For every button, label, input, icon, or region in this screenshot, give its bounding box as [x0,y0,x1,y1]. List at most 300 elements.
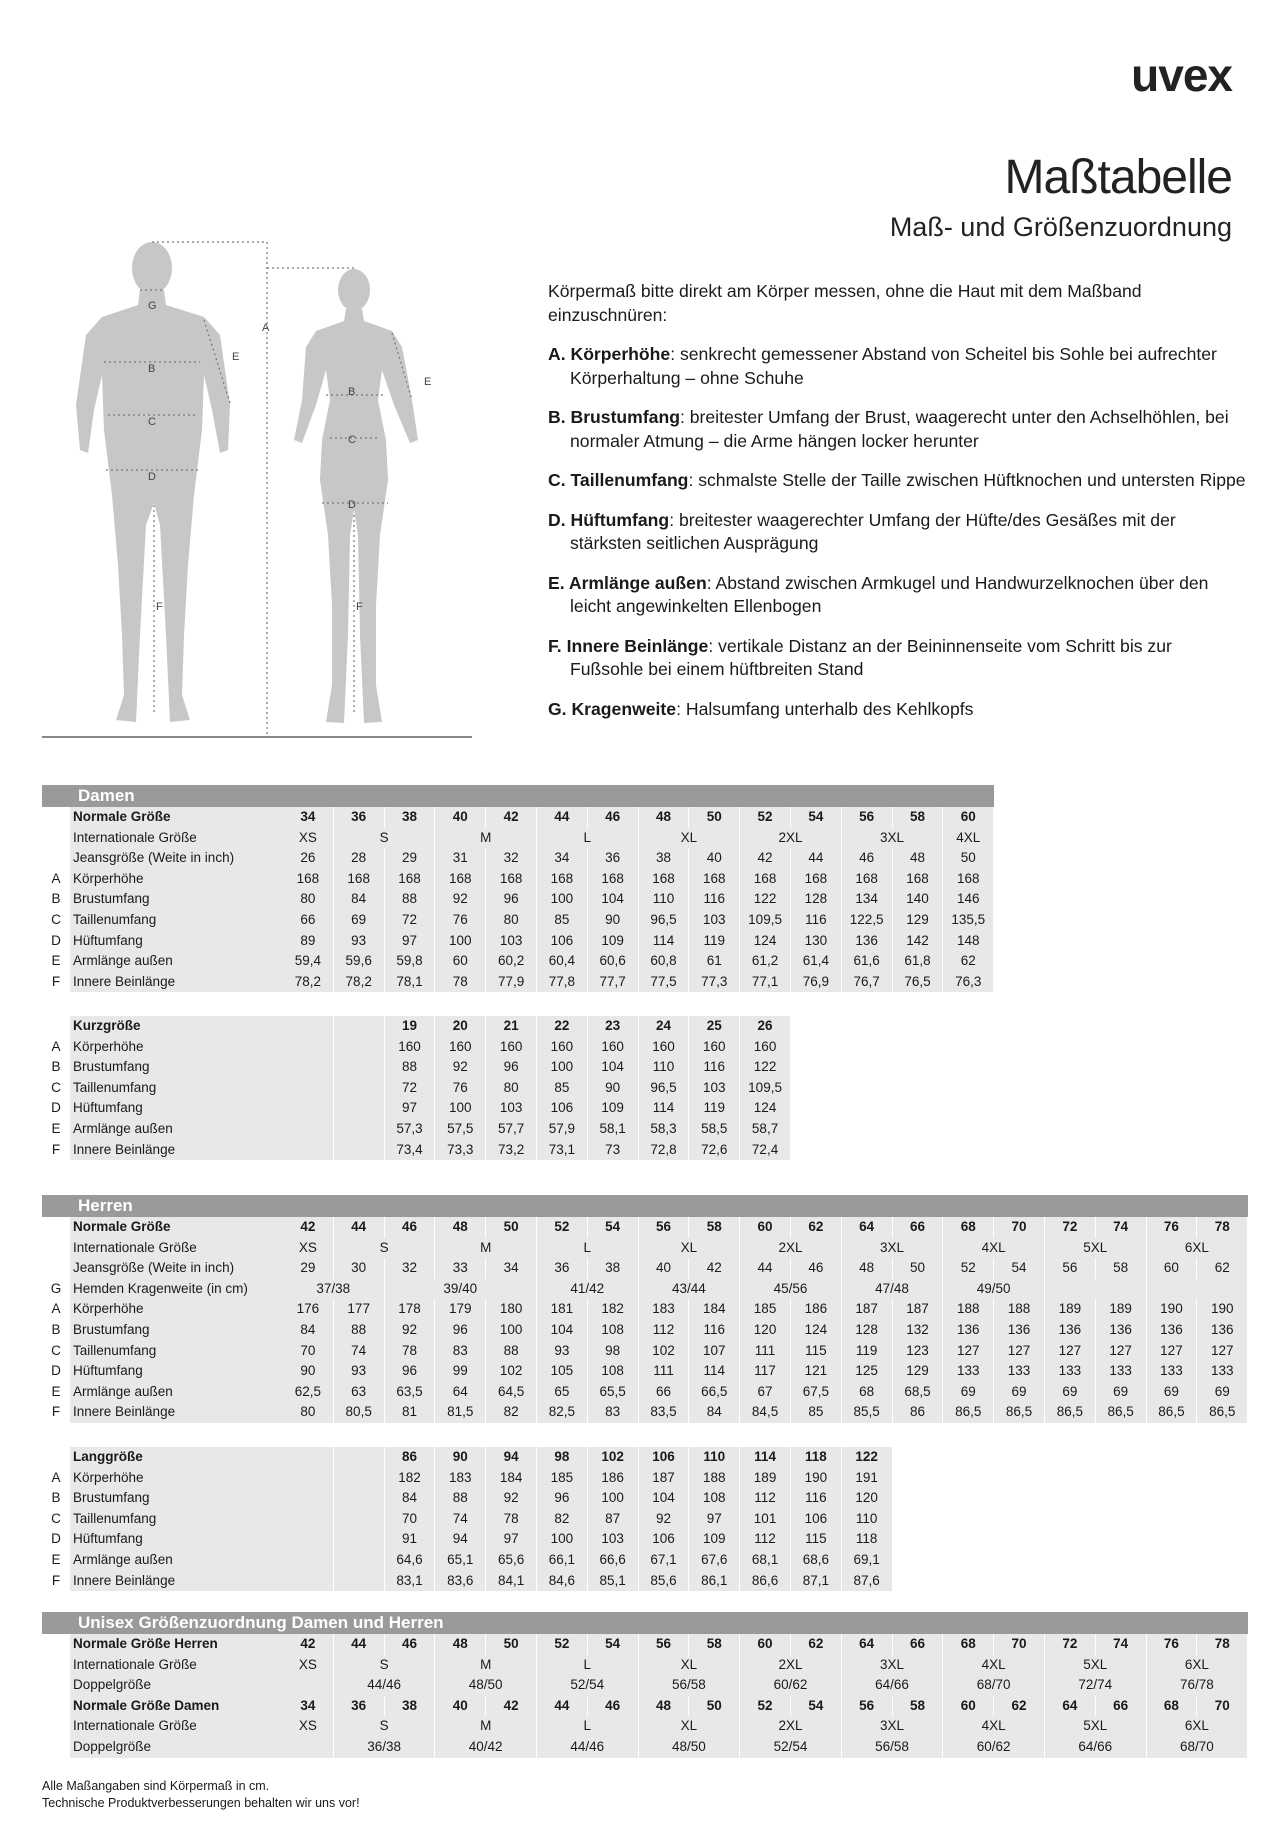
table-cell: 60 [943,1696,994,1717]
table-row [42,1098,790,1119]
table-cell: 121 [790,1361,841,1382]
table-cell: 46 [384,1634,435,1655]
table-cell: 23 [587,1016,638,1037]
row-letter: D [42,1361,70,1382]
table-cell: 66 [1095,1696,1146,1717]
table-cell: 129 [892,910,943,931]
figure-label-e-female: E [424,376,432,388]
table-cell: 109 [587,931,638,952]
table-cell: 42 [486,807,537,828]
table-cell: 52 [740,807,791,828]
table-cell: 3XL [841,1238,943,1259]
row-letter: A [42,1468,70,1489]
table-cell: 33 [435,1258,486,1279]
table-cell: 64 [1044,1696,1095,1717]
table-cell: 59,4 [283,951,333,972]
table-cell: 81,5 [435,1402,486,1423]
page-title: Maßtabelle [1004,151,1232,204]
table-cell: 48 [638,1696,689,1717]
table-cell: 114 [689,1361,740,1382]
table-cell: 69 [1044,1382,1095,1403]
table-cell: 42 [283,1217,333,1238]
table-cell: 87,1 [790,1571,841,1592]
table-cell: 47/48 [841,1279,943,1300]
table-cell: 40 [435,1696,486,1717]
body-measurement-figure [42,235,472,745]
table-cell: 183 [435,1468,486,1489]
table-cell: 61,2 [740,951,791,972]
table-cell: 42 [740,848,791,869]
table-cell: 76,3 [943,972,994,993]
table-cell: 74 [435,1509,486,1530]
table-cell: 2XL [740,1716,842,1737]
intro-text: Körpermaß bitte direkt am Körper messen, ohne die Haut mit dem Maßband einzuschnüren: [548,281,1142,325]
table-row [42,1279,1248,1300]
row-letter: G [42,1279,70,1300]
definition-text: : breitester waagerechter Umfang der Hüfte/des Gesäßes mit der stärksten seitlichen Ausprägung [570,509,1176,553]
table-cell: 40 [435,807,486,828]
table-cell: S [333,828,435,849]
page-subtitle: Maß- und Größenzuordnung [889,212,1232,242]
table-cell [1146,1279,1248,1300]
table-cell: XS [283,1716,333,1737]
row-label: Hüftumfang [70,1098,283,1119]
figure-label-c-male: C [148,416,156,428]
row-label: Hüftumfang [70,1529,283,1550]
table-cell: 58,7 [740,1119,791,1140]
table-cell: 124 [740,931,791,952]
table-cell: 103 [587,1529,638,1550]
table-cell: 177 [333,1299,384,1320]
table-cell: 54 [994,1258,1045,1279]
table-cell: 111 [740,1341,791,1362]
table-cell: 105 [536,1361,587,1382]
table-cell: 42 [689,1258,740,1279]
table-row [42,1078,790,1099]
table-cell: 68 [1146,1696,1197,1717]
table-cell: 64 [841,1634,892,1655]
table-cell: 119 [689,931,740,952]
table-section-header: Damen [42,785,994,807]
table-cell: 160 [638,1037,689,1058]
table-cell: 86,5 [1044,1402,1095,1423]
table-cell [283,1119,333,1140]
table-cell: 185 [740,1299,791,1320]
table-cell: 48 [435,1217,486,1238]
table-cell: 50 [943,848,994,869]
table-cell: 68 [943,1217,994,1238]
table-cell: 54 [587,1217,638,1238]
table-cell: 97 [486,1529,537,1550]
row-letter: B [42,1320,70,1341]
table-cell: 106 [536,1098,587,1119]
definition-item [548,509,1248,556]
row-label: Brustumfang [70,1057,283,1078]
table-cell: 116 [790,910,841,931]
table-cell: 60,6 [587,951,638,972]
row-label: Taillenumfang [70,1341,283,1362]
table-cell: 68 [841,1382,892,1403]
table-cell: 97 [384,931,435,952]
table-cell: 102 [486,1361,537,1382]
table-row [42,1057,790,1078]
table-cell: 29 [384,848,435,869]
table-cell: 112 [740,1529,791,1550]
table-cell: 32 [384,1258,435,1279]
table-cell: 50 [486,1217,537,1238]
definition-item [548,469,1248,493]
table-cell: 48/50 [638,1737,740,1758]
row-letter: F [42,1140,70,1161]
table-row [42,1037,790,1058]
table-cell: 115 [790,1341,841,1362]
table-cell: 100 [536,1057,587,1078]
table-cell: 29 [283,1258,333,1279]
table-cell: 80 [486,1078,537,1099]
table-cell: 134 [841,889,892,910]
table-cell: 70 [283,1341,333,1362]
table-cell [283,1509,333,1530]
table-cell: 84,6 [536,1571,587,1592]
table-cell: 30 [333,1258,384,1279]
figure-label-f-female: F [356,601,363,613]
table-cell: 77,8 [536,972,587,993]
table-cell: 187 [841,1299,892,1320]
table-cell: 58 [892,1696,943,1717]
table-cell: 78 [486,1509,537,1530]
definition-text: : vertikale Distanz an der Beininnenseite vom Schritt bis zur Fußsohle bei einem hüftbreiten Stand [570,635,1172,679]
table-cell: 112 [638,1320,689,1341]
table-cell: 59,8 [384,951,435,972]
table-cell: 44 [790,848,841,869]
size-table [42,785,994,992]
table-cell [333,1078,384,1099]
table-cell: 98 [536,1447,587,1468]
table-cell: 66 [892,1217,943,1238]
table-cell: 136 [841,931,892,952]
row-label: Innere Beinlänge [70,1140,283,1161]
table-cell: 60 [435,951,486,972]
table-cell: 62 [943,951,994,972]
table-cell: 88 [384,889,435,910]
table-cell: 34 [486,1258,537,1279]
row-letter [42,1655,70,1676]
table-cell [333,1447,384,1468]
table-row [42,1488,892,1509]
table-cell: 109,5 [740,1078,791,1099]
table-cell: 86,5 [943,1402,994,1423]
table-cell [333,1119,384,1140]
table-cell: 133 [1146,1361,1197,1382]
table-cell: 127 [1044,1341,1095,1362]
definition-text: : senkrecht gemessener Abstand von Scheitel bis Sohle bei aufrechter Körperhaltung – ohne Schuhe [570,344,1217,388]
table-cell: 189 [740,1468,791,1489]
table-cell: 136 [1146,1320,1197,1341]
row-letter [42,848,70,869]
table-cell: 86,6 [740,1571,791,1592]
table-cell [283,1550,333,1571]
table-cell: 5XL [1044,1238,1146,1259]
table-cell: 3XL [841,1716,943,1737]
row-label: Kurzgröße [70,1016,283,1037]
table-cell: M [435,1238,537,1259]
table-row [42,951,994,972]
definition-key: B. Brustumfang [548,407,680,427]
table-cell: 96 [435,1320,486,1341]
table-cell: 69 [333,910,384,931]
figure-label-e-male: E [232,351,240,363]
table-cell: 111 [638,1361,689,1382]
table-cell: XS [283,1238,333,1259]
table-cell: 146 [943,889,994,910]
table-cell [333,1140,384,1161]
table-cell: 92 [435,889,486,910]
table-row [42,1716,1248,1737]
table-cell: 50 [892,1258,943,1279]
table-cell [333,1037,384,1058]
row-letter [42,807,70,828]
table-cell: 168 [536,869,587,890]
table-cell: 48/50 [435,1675,537,1696]
table-cell: 41/42 [536,1279,638,1300]
table-cell: 96 [536,1488,587,1509]
row-letter [42,1716,70,1737]
table-cell: 84 [283,1320,333,1341]
table-cell: 73,3 [435,1140,486,1161]
row-letter: E [42,1119,70,1140]
table-cell: 70 [384,1509,435,1530]
table-cell: 73 [587,1140,638,1161]
footnote-line: Technische Produktverbesserungen behalten wir uns vor! [42,1796,360,1810]
row-letter: C [42,1078,70,1099]
table-cell: 92 [435,1057,486,1078]
table-cell: 50 [486,1634,537,1655]
table-cell: 102 [638,1341,689,1362]
row-label: Jeansgröße (Weite in inch) [70,1258,283,1279]
table-cell: 81 [384,1402,435,1423]
table-cell: 127 [943,1341,994,1362]
row-letter: F [42,1402,70,1423]
table-cell: 58 [689,1634,740,1655]
table-cell: 83,6 [435,1571,486,1592]
row-label: Körperhöhe [70,1299,283,1320]
definition-text: : Abstand zwischen Armkugel und Handwurzelknochen über den leicht angewinkelten Ellenbogen [570,572,1209,616]
table-cell: 44/46 [333,1675,435,1696]
table-cell: 187 [638,1468,689,1489]
table-cell: 84 [333,889,384,910]
table-cell: 184 [689,1299,740,1320]
table-cell: 76 [1146,1217,1197,1238]
table-cell: 136 [943,1320,994,1341]
table-cell: 64 [435,1382,486,1403]
table-row [42,828,994,849]
table-cell: 69 [943,1382,994,1403]
table-cell: 48 [638,807,689,828]
table-cell: 56 [1044,1258,1095,1279]
table-cell: 103 [486,931,537,952]
table-cell: 48 [892,848,943,869]
table-cell: 122 [841,1447,892,1468]
definition-key: E. Armlänge außen [548,572,707,593]
table-cell: 25 [689,1016,740,1037]
table-cell: 2XL [740,828,842,849]
table-cell: 69 [1095,1382,1146,1403]
row-letter: A [42,1037,70,1058]
table-cell: 64 [841,1217,892,1238]
table-cell: 189 [1095,1299,1146,1320]
table-cell: 52/54 [536,1675,638,1696]
table-cell: 136 [1095,1320,1146,1341]
table-cell: 54 [587,1634,638,1655]
table-cell: 61,8 [892,951,943,972]
table-cell: 74 [1095,1634,1146,1655]
table-cell: 73,2 [486,1140,537,1161]
table-cell: L [536,828,638,849]
table-cell: 66,6 [587,1550,638,1571]
row-label: Taillenumfang [70,910,283,931]
definition-text: : breitester Umfang der Brust, waagerecht unter den Achselhöhlen, bei normaler Atmung – die Arme hängen locker herunter [570,407,1229,451]
table-cell: 92 [638,1509,689,1530]
row-letter: B [42,1488,70,1509]
table-cell: 54 [790,1696,841,1717]
table-cell: 43/44 [638,1279,740,1300]
table-cell: 160 [740,1037,791,1058]
table-cell: 93 [333,1361,384,1382]
table-cell: 72,6 [689,1140,740,1161]
table-row [42,869,994,890]
table-cell: 4XL [943,1238,1045,1259]
table-cell: 26 [740,1016,791,1037]
table-cell: 76/78 [1146,1675,1248,1696]
table-cell: 80 [486,910,537,931]
table-cell: 108 [587,1320,638,1341]
table-cell: 120 [841,1488,892,1509]
table-row [42,1299,1248,1320]
definition-item [548,572,1248,619]
table-cell: 168 [943,869,994,890]
table-cell: 63,5 [384,1382,435,1403]
table-cell: 2XL [740,1655,842,1676]
table-cell [1044,1279,1146,1300]
table-cell: 42 [283,1634,333,1655]
table-cell: 72 [1044,1634,1095,1655]
row-letter: D [42,1529,70,1550]
figure-label-g: G [148,300,157,312]
table-cell: 48 [435,1634,486,1655]
table-row [42,1402,1248,1423]
table-cell: 116 [790,1488,841,1509]
table-cell: 91 [384,1529,435,1550]
table-cell: 44 [536,807,587,828]
table-cell: 190 [790,1468,841,1489]
row-letter: B [42,1057,70,1078]
table-cell: 57,5 [435,1119,486,1140]
table-cell: 168 [587,869,638,890]
table-cell: 52 [943,1258,994,1279]
table-cell: 88 [333,1320,384,1341]
table-cell: 52 [740,1696,791,1717]
table-row [42,1675,1248,1696]
table-cell: 97 [384,1098,435,1119]
table-cell: 96 [384,1361,435,1382]
definition-key: F. Innere Beinlänge [548,635,709,656]
definition-text: : Halsumfang unterhalb des Kehlkopfs [676,698,974,719]
table-cell: 168 [841,869,892,890]
table-cell: 110 [638,889,689,910]
figure-label-a: A [262,322,270,334]
row-label: Jeansgröße (Weite in inch) [70,848,283,869]
table-row [42,1509,892,1530]
table-cell: XL [638,1716,740,1737]
table-cell: 101 [740,1509,791,1530]
table-cell: 63 [333,1382,384,1403]
table-cell: 59,6 [333,951,384,972]
table-cell: 19 [384,1016,435,1037]
table-cell: 80,5 [333,1402,384,1423]
table-cell: 4XL [943,1655,1045,1676]
measurement-instructions [548,280,1248,737]
table-row [42,1468,892,1489]
table-cell: 128 [841,1320,892,1341]
table-cell: XS [283,828,333,849]
table-cell: 185 [536,1468,587,1489]
table-cell: 57,9 [536,1119,587,1140]
table-cell: 72,4 [740,1140,791,1161]
definition-key: G. Kragenweite [548,698,677,719]
table-cell: 83,1 [384,1571,435,1592]
table-cell: 60 [1146,1258,1197,1279]
table-cell: 136 [1044,1320,1095,1341]
row-label: Brustumfang [70,1488,283,1509]
row-label: Doppelgröße [70,1675,283,1696]
table-cell: 36 [333,807,384,828]
table-cell: 82 [486,1402,537,1423]
table-cell: 42 [486,1696,537,1717]
table-cell [283,1447,333,1468]
table-cell: 181 [536,1299,587,1320]
table-cell: 104 [638,1488,689,1509]
table-cell: 65 [536,1382,587,1403]
row-letter [42,1217,70,1238]
table-cell: 68/70 [1146,1737,1248,1758]
table-cell: 148 [943,931,994,952]
table-row [42,1238,1248,1259]
table-cell: 73,1 [536,1140,587,1161]
table-cell: 65,5 [587,1382,638,1403]
table-cell: 67,6 [689,1550,740,1571]
table-cell: 140 [892,889,943,910]
table-cell: 88 [384,1057,435,1078]
table-section-header: Herren [42,1195,1248,1217]
figure-label-f-male: F [156,601,163,613]
table-cell: 69,1 [841,1550,892,1571]
row-letter [42,1016,70,1037]
row-label: Körperhöhe [70,869,283,890]
table-cell: 179 [435,1299,486,1320]
table-row [42,1320,1248,1341]
table-cell: 77,7 [587,972,638,993]
table-cell: 28 [333,848,384,869]
table-cell: 50 [689,1696,740,1717]
table-cell: 106 [638,1447,689,1468]
table-cell: 80 [283,889,333,910]
table-cell: 136 [1197,1320,1248,1341]
table-cell: 66,5 [689,1382,740,1403]
table-cell: 54 [790,807,841,828]
table-cell: 108 [587,1361,638,1382]
table-cell: 40/42 [435,1737,537,1758]
table-cell: 100 [536,1529,587,1550]
